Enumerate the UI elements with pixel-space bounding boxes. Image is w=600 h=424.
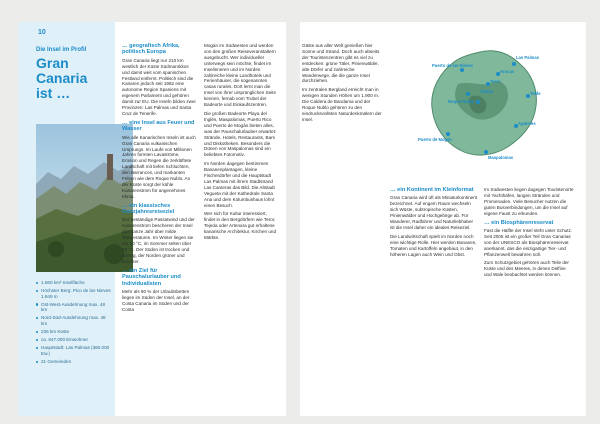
island-map: [388, 34, 578, 174]
map-place-label: Telde: [530, 91, 541, 96]
left-page: [18, 22, 286, 416]
fact-item: ca. 847.000 Einwohner: [36, 337, 112, 343]
right-page: [300, 22, 586, 416]
text-column-2: [390, 187, 478, 260]
fact-item: 236 km Küste: [36, 329, 112, 335]
text-column-2: [122, 43, 196, 316]
section-heading: … ein Ziel für Pauschalurlauber und Individualisten: [122, 267, 181, 287]
page-title: [36, 56, 114, 101]
body-paragraph: Im zentralen Bergland erreicht man in wenigen Stunden Höhen um 1.900 m. Die Caldera de Bandama und der Roque Nublo gehören zu den eindrucksvollsten Naturdenkmälern der Insel.: [302, 87, 382, 122]
body-paragraph: Fast die Hälfte der Insel steht unter Schutz. Seit 2005 ist ein großer Teil Gran Canarias von der UNESCO als Biosphärenreservat anerkannt, das die einzigartige Tier- und Pflanzenwelt bewahren soll.: [484, 227, 573, 257]
section-heading: … ein Biosphärenreservat: [484, 219, 554, 226]
fact-item: Nord-Süd-Ausdehnung max. 48 km: [36, 315, 112, 326]
fact-list: [36, 280, 112, 367]
map-place-label: Puerto de las Nieves: [432, 63, 473, 68]
section-heading: … ein Kontinent im Kleinformat: [390, 187, 474, 193]
body-paragraph: Gran Canaria liegt nur 210 km westlich der Küste Südmarokkos und damit weit vom spanischen Festland entfernt. Politisch sind die Kanaren jedoch seit 1982 eine autonome Region Spaniens mit eigenem Parlament und gehören damit zur EU. Die Inseln bilden zwei Provinzen: Las Palmas und Santa Cruz de Tenerife.: [122, 57, 196, 116]
map-place-label: Puerto de Mogán: [418, 137, 452, 142]
map-place-label: Roque Nublo: [448, 99, 475, 104]
text-column-3: [484, 187, 574, 281]
fact-item: 1.560 km² Inselfläche: [36, 280, 112, 286]
page-number: 10: [38, 29, 46, 36]
fact-item: Hauptstadt: Las Palmas (380.000 Ew.): [36, 345, 112, 356]
text-column-3: [204, 43, 278, 244]
fact-item: Höchster Berg: Pico de las Nieves 1.949 m: [36, 288, 112, 299]
map-place-label: Agüimes: [518, 121, 536, 126]
body-paragraph: Die großen Badeorte Playa del Inglés, Maspalomas, Puerto Rico und Puerto de Mogán bieten alles, was der Pauschalurlauber erwartet: Strände, Hotels, Restaurants, Bars und Diskotheken. Besonders die Dünen von Maspalomas sind ein beliebtes Fotomotiv.: [204, 110, 277, 158]
body-paragraph: Mehr als 90 % der Urlaubsbetten liegen im Süden der Insel, an der Costa Canaria im Süden und der Costa: [122, 288, 190, 312]
body-paragraph: Im Norden dagegen bestimmen Bananenplantagen, kleine Fischerdörfer und die Hauptstadt Las Palmas mit ihrem Stadtstrand Las Canteras das Bild. Die Altstadt Vegueta mit der Kathedrale Santa Ana und dem Kolumbushaus lohnt einen Besuch.: [204, 161, 275, 208]
title-line-1: Gran Canaria: [36, 55, 88, 86]
body-paragraph: Gran Canaria wird oft als Miniaturkontinent bezeichnet. Auf engem Raum wechseln sich Wüste, subtropische Küsten, Pinienwälder und Hochgebirge ab. Für Wanderer, Radfahrer und Naturliebhaber ist die Insel daher ein ideales Reiseziel.: [390, 195, 478, 230]
section-heading: … geografisch Afrika, politisch Europa: [122, 43, 180, 56]
landscape-photo: [36, 124, 133, 272]
body-paragraph: Gäste aus aller Welt genießen hier Sonne und Strand. Doch auch abseits der Touristenzentren gibt es viel zu entdecken: grüne Täler, Pinienwälder, alte Dörfer und zahlreiche Wanderwege, die die ganze Insel durchziehen.: [302, 43, 380, 84]
fact-item: 21 Gemeinden: [36, 359, 112, 365]
fact-item: Ost-West-Ausdehnung max. 48 km: [36, 302, 112, 313]
title-line-2: ist …: [36, 85, 71, 101]
body-paragraph: Wer sich für Kultur interessiert, findet in den Bergdörfern wie Teror, Tejeda oder Artenara gut erhaltene kanarische Architektur, Kirchen und Märkte.: [204, 211, 277, 241]
map-place-label: Maspalomas: [488, 155, 514, 160]
section-heading: … ein klassisches Ganzjahresreiseziel: [122, 202, 175, 216]
body-paragraph: Im Südwesten liegen dagegen Touristenorte mit Yachthäfen, langen Stränden und Promenaden. Viele Besucher nutzen die guten Busverbindungen, um die Insel auf eigene Faust zu erkunden.: [484, 187, 574, 216]
body-paragraph: Der beständige Passatwind und der Kanarenstrom bescheren der Insel das ganze Jahr über milde Temperaturen. Im Winter liegen sie um 20 °C, im Sommer selten über 28 °C. Der Süden ist trocken und sonnig, der Norden grüner und feuchter.: [122, 217, 195, 264]
body-paragraph: Wie alle Kanarischen Inseln ist auch Gran Canaria vulkanischen Ursprungs. Im Laufe von Millionen Jahren formten Lavaströme, Erosion und Regen die zerklüftete Landschaft mit tiefen Schluchten, den Barrancos, und markanten Felsen wie dem Roque Nublo. An der Küste sorgt der kühle Kanarenstrom für angenehmes Klima.: [122, 134, 196, 199]
section-kicker: Die Insel im Profil: [36, 47, 87, 53]
body-paragraph: Die Landwirtschaft spielt im Norden noch eine wichtige Rolle. Hier werden Bananen, Tomaten und Kartoffeln angebaut, in den höheren Lagen auch Wein und Obst.: [390, 233, 477, 257]
body-paragraph: Mogán im Südwesten und werden von den großen Reiseveranstaltern ausgebucht. Wer individueller unterwegs sein möchte, findet im Inselinneren und im Norden zahlreiche kleine Landhotels und Ferienhäuser, die sogenannten casas rurales. Dort lernt man die Insel von ihrer ursprünglichen Seite kennen, fernab vom Trubel der Badeorte und Einkaufszentren.: [204, 43, 277, 108]
map-place-label: Arucas: [500, 69, 515, 74]
section-heading: … eine Insel aus Feuer und Wasser: [122, 119, 195, 133]
map-place-label: Teror: [490, 79, 501, 84]
body-paragraph: Zum Schutzgebiet gehören auch Teile der Küste und des Meeres, in denen Delfine und Wale beobachtet werden können.: [484, 260, 569, 278]
text-column-1: [302, 43, 382, 126]
map-place-label: Las Palmas: [516, 55, 540, 60]
map-place-label: Tejeda: [480, 89, 493, 94]
